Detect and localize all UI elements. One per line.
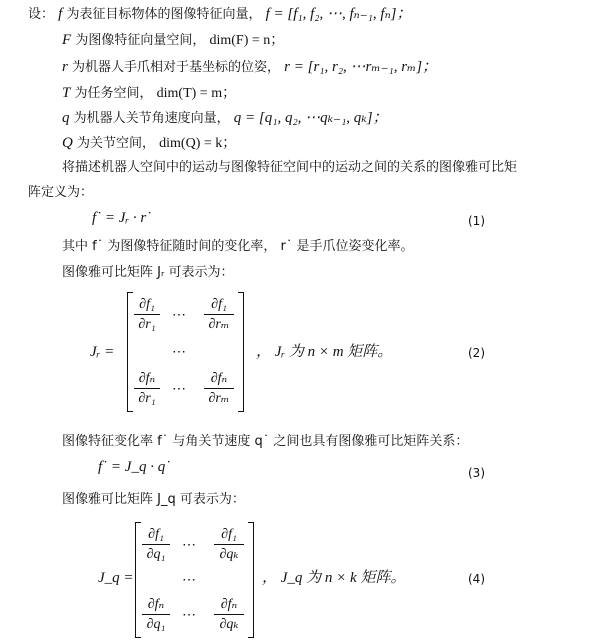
def-Q-eq: dim(Q) = k； bbox=[159, 136, 237, 151]
def-q-text: 为机器人关节角速度向量， bbox=[73, 111, 230, 126]
def-r-text: 为机器人手爪相对于基坐标的位姿， bbox=[71, 60, 280, 75]
matrix-note: ， Jᵣ 为 n × m 矩阵。 bbox=[256, 344, 393, 360]
definition-line-r bbox=[62, 57, 437, 78]
left-bracket bbox=[127, 292, 133, 412]
def-f-text: 为表征目标物体的图像特征向量， bbox=[66, 7, 262, 22]
paragraph-line: 将描述机器人空间中的运动与图像特征空间中的运动之间的关系的图像雅可比矩 bbox=[62, 160, 518, 175]
def-f-eq: f = [f₁, f₂, ⋯, fₙ₋₁, fₙ]； bbox=[265, 6, 412, 22]
definition-line-T bbox=[62, 83, 236, 104]
horizontal-dots: ⋯ bbox=[172, 345, 186, 360]
matrix-lhs: J_q = bbox=[98, 570, 134, 586]
matrix-entry: ∂fₙ ∂q₁ bbox=[142, 596, 170, 633]
horizontal-dots: ⋯ bbox=[182, 608, 196, 623]
def-q-eq: q = [q₁, q₂, ⋯qₖ₋₁, qₖ]； bbox=[233, 110, 388, 126]
horizontal-dots: ⋯ bbox=[182, 573, 196, 588]
def-F-text: 为图像特征向量空间， bbox=[75, 33, 206, 48]
def-T-text: 为任务空间， bbox=[74, 86, 153, 101]
paragraph-line: 图像雅可比矩阵 Jᵣ 可表示为： bbox=[62, 265, 234, 280]
var-r: r bbox=[62, 59, 68, 75]
def-r-eq: r = [r₁, r₂, ⋯rₘ₋₁, rₘ]； bbox=[284, 59, 438, 75]
definition-line-q bbox=[62, 108, 388, 129]
paragraph-line: 其中 f˙ 为图像特征随时间的变化率， r˙ 是手爪位姿变化率。 bbox=[62, 239, 414, 254]
paragraph-line: 图像特征变化率 f˙ 与角关节速度 q˙ 之间也具有图像雅可比矩阵关系： bbox=[62, 434, 469, 449]
def-F-eq: dim(F) = n； bbox=[209, 33, 285, 48]
horizontal-dots: ⋯ bbox=[172, 382, 186, 397]
matrix-entry: ∂f₁ ∂q₁ bbox=[142, 526, 170, 563]
matrix-entry: ∂fₙ ∂r₁ bbox=[134, 370, 160, 407]
matrix-entry: ∂f₁ ∂qₖ bbox=[214, 526, 244, 563]
horizontal-dots: ⋯ bbox=[182, 538, 196, 553]
left-bracket bbox=[135, 522, 141, 638]
definition-line-F bbox=[62, 30, 284, 51]
definition-line-Q bbox=[62, 133, 236, 154]
matrix-entry: ∂f₁ ∂r₁ bbox=[134, 296, 160, 333]
matrix-entry: ∂f₁ ∂rₘ bbox=[204, 296, 234, 333]
matrix-entry: ∂fₙ ∂qₖ bbox=[214, 596, 244, 633]
equation-number: (1) bbox=[468, 214, 485, 228]
equation-number: (3) bbox=[468, 466, 485, 480]
right-bracket bbox=[248, 522, 254, 638]
let-label: 设： bbox=[28, 7, 55, 22]
matrix-lhs: Jᵣ = bbox=[90, 344, 115, 360]
horizontal-dots: ⋯ bbox=[172, 308, 186, 323]
paragraph-line: 图像雅可比矩阵 J_q 可表示为： bbox=[62, 492, 245, 507]
def-T-eq: dim(T) = m； bbox=[156, 86, 237, 101]
paragraph-line: 阵定义为： bbox=[28, 185, 94, 200]
def-Q-text: 为关节空间， bbox=[76, 136, 155, 151]
right-bracket bbox=[238, 292, 244, 412]
var-Q: Q bbox=[62, 135, 73, 151]
matrix-entry: ∂fₙ ∂rₘ bbox=[204, 370, 234, 407]
equation-number: (2) bbox=[468, 346, 485, 360]
equation-number: (4) bbox=[468, 572, 485, 586]
var-f: f bbox=[58, 6, 63, 22]
matrix-note: ， J_q 为 n × k 矩阵。 bbox=[262, 570, 406, 586]
equation-3: f˙ = J_q · q˙ bbox=[98, 459, 171, 475]
var-F: F bbox=[62, 32, 72, 48]
definition-line-f bbox=[28, 4, 411, 25]
var-q: q bbox=[62, 110, 70, 126]
var-T: T bbox=[62, 85, 71, 101]
equation-1: f˙ = Jᵣ · r˙ bbox=[92, 210, 152, 226]
